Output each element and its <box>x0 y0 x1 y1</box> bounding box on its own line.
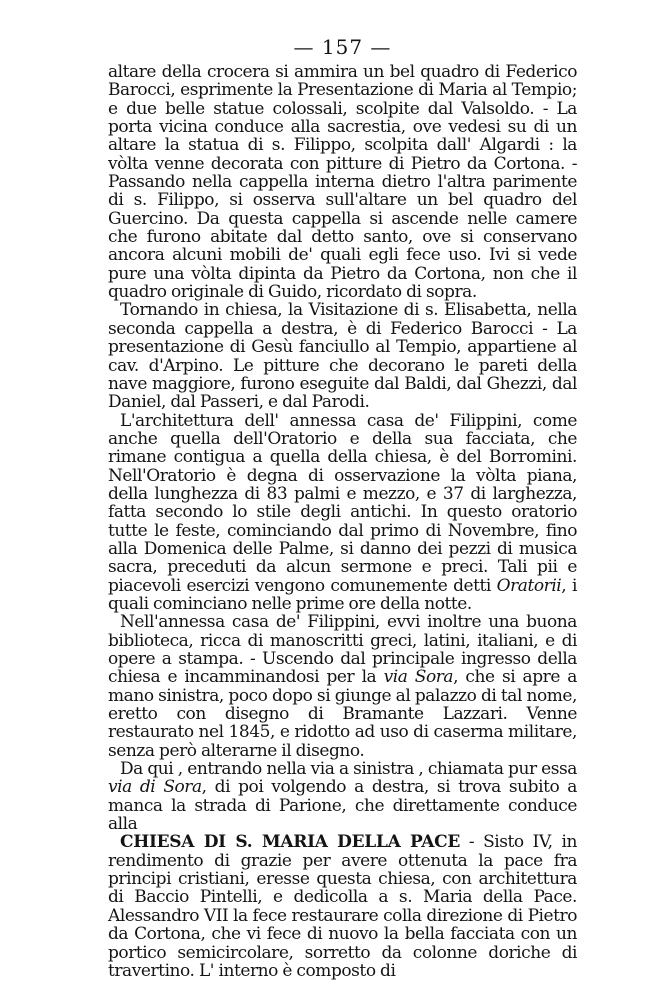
italic-street-via-di-sora: via di Sora <box>108 777 202 798</box>
paragraph-altar-sacristy: altare della crocera si ammira un bel quadro di Federico Barocci, esprimente la Presentazione di Maria al Tempio; e due belle statue colossali, scolpite dal Valsoldo. - La porta vicina conduce alla sacrestia, ove vedesi su di un altare la statua di s. Filippo, scolpita dall' Algardi : la vòlta venne decorata con pitture di Pietro da Cortona. - Passando nella cappella interna dietro l'altra parimente di s. Filippo, si osserva sull'altare un bel quadro del Guercino. Da questa cappella si ascende nelle camere che furono abitate dal detto santo, ove si conservano ancora alcuni mobili de' quali egli fece uso. Ivi si vede pure una vòlta dipinta da Pietro da Cortona, non che il quadro originale di Guido, ricordato di sopra. <box>108 62 577 303</box>
page-number: — 157 — <box>293 35 392 59</box>
paragraph-biblioteca-via-sora <box>108 613 577 760</box>
paragraph-text: , che si apre a mano sinistra, poco dopo si giunge al palazzo di tal nome, eretto con disegno di Bramante Lazzari. Venne restaurato nel 1845, e ridotto ad uso di caserma militare, senza però alterarne il disegno. <box>108 667 577 761</box>
italic-term-oratorii: Oratorii <box>496 575 562 596</box>
italic-street-via-sora: via Sora <box>383 667 454 688</box>
paragraph-visitazione: Tornando in chiesa, la Visitazione di s. Elisabetta, nella seconda cappella a destra, è di Federico Barocci - La presentazione di Gesù fanciullo al Tempio, appartiene al cav. d'Arpino. Le pitture che decorano le pareti della nave maggiore, furono eseguite dal Baldi, dal Ghezzi, dal Daniel, dal Passeri, e dal Parodi. <box>108 300 577 413</box>
paragraph-text: L'architettura dell' annessa casa de' Filippini, come anche quella dell'Oratorio e della sua facciata, che rimane contigua a quella della chiesa, è del Borromini. Nell'Oratorio è degna di osservazione la vòlta piana, della lunghezza di 83 palmi e mezzo, e 37 di larghezza, fatta secondo lo stile degli antichi. In questo oratorio tutte le feste, cominciando dal primo di Novembre, fino alla Domenica delle Palme, si danno dei pezzi di musica sacra, preceduti da alcun sermone e preci. Tali pii e piacevoli esercizi vengono comunemente detti <box>108 410 577 596</box>
paragraph-architettura-oratorio <box>108 412 577 614</box>
paragraph-chiesa-della-pace <box>108 833 577 980</box>
section-heading: CHIESA DI S. MARIA DELLA PACE <box>120 832 461 853</box>
paragraph-via-di-sora <box>108 760 577 833</box>
paragraph-text: - Sisto IV, in rendimento di grazie per avere ottenuta la pace fra principi cristiani, eresse questa chiesa, con architettura di Baccio Pintelli, e dedicolla a s. Maria della Pace. Alessandro VII la fece restaurare colla direzione di Pietro da Cortona, che vi fece di nuovo la bella facciata con un portico semicircolare, sorretto da colonne doriche di travertino. L' interno è composto di <box>108 832 577 981</box>
paragraph-text: , i quali cominciano nelle prime ore della notte. <box>108 575 577 614</box>
paragraph-text: Nell'annessa casa de' Filippini, evvi inoltre una buona biblioteca, ricca di manoscritti greci, latini, italiani, e di opere a stampa. - Uscendo dal principale ingresso della chiesa e incamminandosi per la <box>108 612 577 688</box>
paragraph-text: , di poi volgendo a destra, si trova subito a manca la strada di Parione, che direttamente conduce alla <box>108 777 577 835</box>
paragraph-text: Da qui , entrando nella via a sinistra , chiamata pur essa <box>120 759 577 780</box>
